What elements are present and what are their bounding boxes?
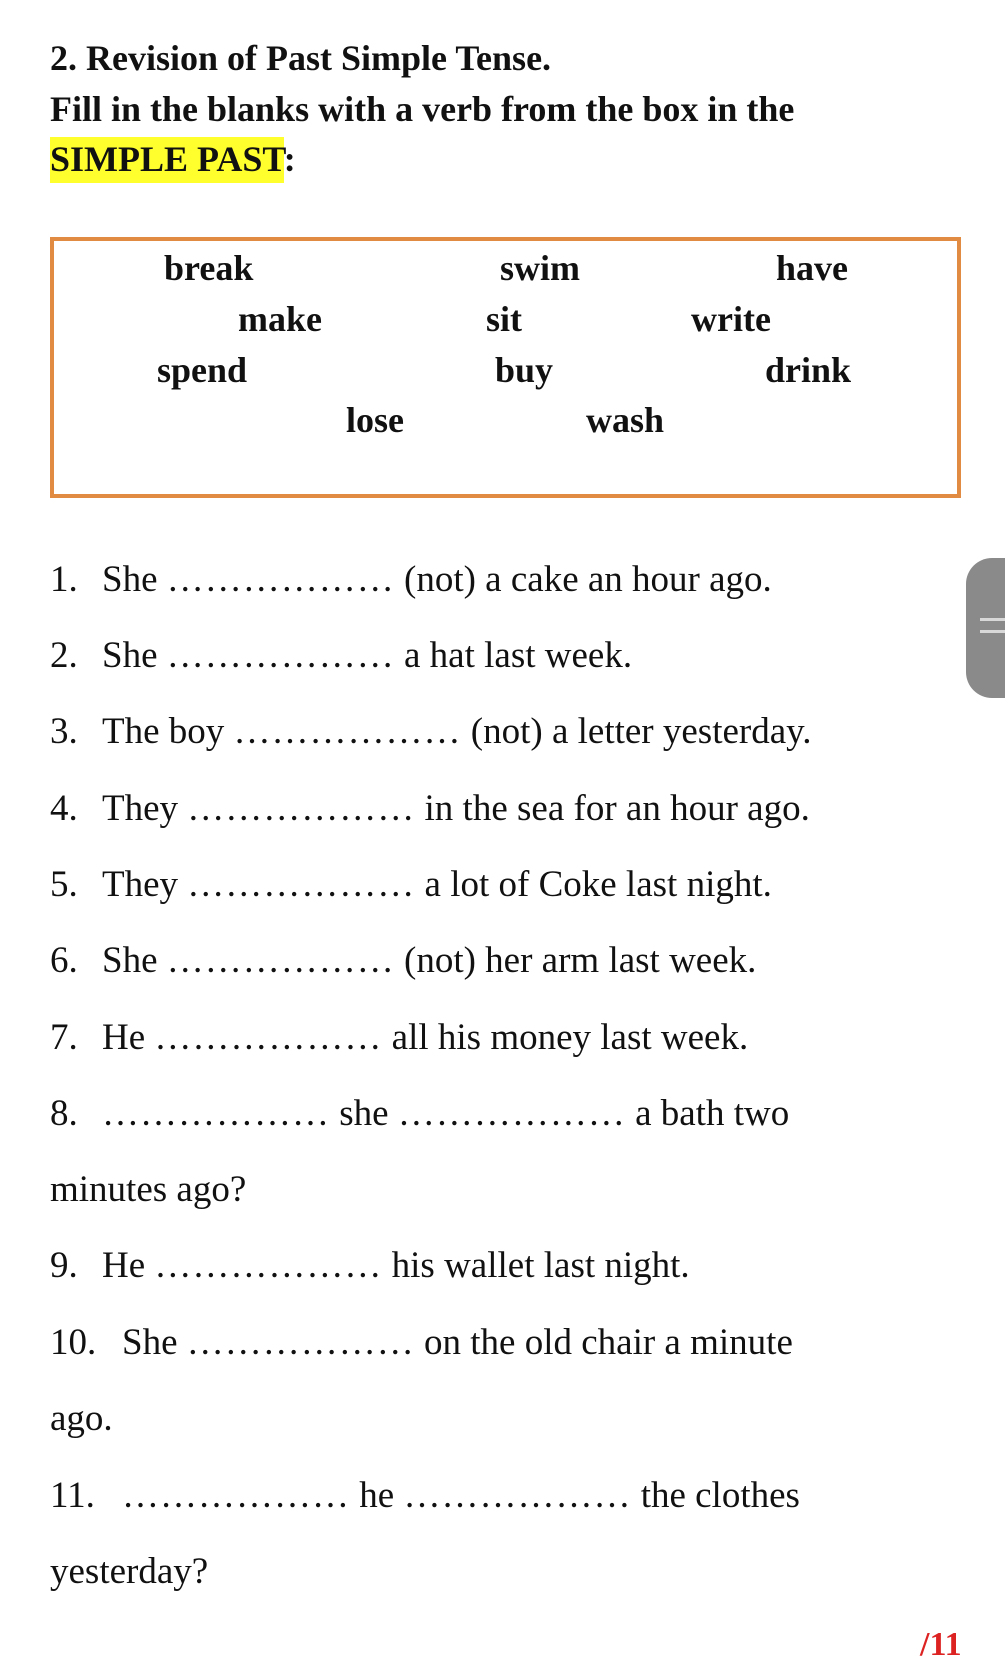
exercise-number: 10.	[50, 1322, 97, 1363]
exercise-subject: They	[102, 788, 179, 829]
answer-blank[interactable]: ………………	[187, 788, 416, 829]
exercise-6	[50, 942, 756, 979]
exercise-rest: all his money last week.	[391, 1017, 749, 1058]
exercise-rest: the clothes	[640, 1475, 800, 1516]
exercise-subject: She	[102, 559, 158, 600]
word-have: have	[776, 248, 848, 288]
exercise-subject: The boy	[102, 711, 225, 752]
exercise-4	[50, 790, 810, 827]
exercise-9	[50, 1247, 690, 1284]
instruction-line: Fill in the blanks with a verb from the box in the	[50, 89, 795, 129]
exercise-number: 11.	[50, 1475, 95, 1516]
word-sit: sit	[486, 299, 522, 339]
answer-blank-auxiliary[interactable]: ………………	[122, 1475, 350, 1516]
exercise-number: 1.	[50, 559, 78, 600]
exercise-rest: in the sea for an hour ago.	[424, 788, 810, 829]
exercise-number: 8.	[50, 1093, 78, 1134]
exercise-10-continuation: ago.	[50, 1398, 113, 1439]
exercise-subject: He	[102, 1245, 146, 1286]
exercise-rest: on the old chair a minute	[424, 1322, 793, 1363]
instruction-highlight-line	[50, 141, 296, 177]
side-panel-handle[interactable]	[966, 558, 1005, 698]
page-marker: /11	[920, 1626, 962, 1663]
exercise-subject: She	[122, 1322, 178, 1363]
page-title: 2. Revision of Past Simple Tense.	[50, 38, 552, 78]
exercise-rest: a hat last week.	[404, 635, 633, 676]
exercise-1	[50, 561, 772, 598]
answer-blank[interactable]: ………………	[397, 1093, 626, 1134]
answer-blank[interactable]: ………………	[166, 940, 395, 981]
exercise-number: 4.	[50, 788, 78, 829]
simple-past-highlight: SIMPLE PAST	[50, 137, 284, 183]
exercise-11	[50, 1477, 800, 1514]
exercise-8-continuation: minutes ago?	[50, 1169, 247, 1210]
word-wash: wash	[586, 400, 665, 440]
answer-blank-auxiliary[interactable]: ………………	[102, 1093, 330, 1134]
exercise-11-continuation: yesterday?	[50, 1551, 209, 1592]
exercise-8	[50, 1095, 789, 1132]
word-drink: drink	[765, 350, 852, 390]
answer-blank[interactable]: ………………	[233, 711, 462, 752]
exercise-rest: (not) a cake an hour ago.	[404, 559, 772, 600]
answer-blank[interactable]: ………………	[166, 635, 395, 676]
exercise-subject: He	[102, 1017, 146, 1058]
handle-grip-top	[980, 618, 1005, 621]
exercise-number: 6.	[50, 940, 78, 981]
answer-blank[interactable]: ………………	[166, 559, 395, 600]
answer-blank[interactable]: ………………	[403, 1475, 632, 1516]
answer-blank[interactable]: ………………	[154, 1017, 383, 1058]
exercise-number: 9.	[50, 1245, 78, 1286]
word-spend: spend	[157, 350, 248, 390]
exercise-rest: (not) a letter yesterday.	[470, 711, 812, 752]
word-lose: lose	[346, 400, 404, 440]
exercise-rest: a lot of Coke last night.	[424, 864, 772, 905]
exercise-2	[50, 637, 632, 674]
instruction-colon: :	[283, 139, 296, 179]
exercise-subject: She	[102, 635, 158, 676]
exercise-10	[50, 1324, 793, 1361]
exercise-number: 3.	[50, 711, 78, 752]
answer-blank[interactable]: ………………	[187, 864, 416, 905]
exercise-subject: She	[102, 940, 158, 981]
word-make: make	[238, 299, 322, 339]
exercise-5	[50, 866, 772, 903]
exercise-number: 5.	[50, 864, 78, 905]
exercise-subject: he	[359, 1475, 395, 1516]
exercise-rest: a bath two	[635, 1093, 790, 1134]
word-swim: swim	[500, 248, 580, 288]
exercise-subject: she	[339, 1093, 389, 1134]
exercise-rest: (not) her arm last week.	[404, 940, 757, 981]
handle-grip-bottom	[980, 630, 1005, 633]
exercise-7	[50, 1019, 748, 1056]
answer-blank[interactable]: ………………	[186, 1322, 415, 1363]
exercise-number: 7.	[50, 1017, 78, 1058]
exercise-number: 2.	[50, 635, 78, 676]
exercise-3	[50, 713, 812, 750]
word-buy: buy	[495, 350, 554, 390]
answer-blank[interactable]: ………………	[154, 1245, 383, 1286]
exercise-rest: his wallet last night.	[391, 1245, 690, 1286]
exercise-subject: They	[102, 864, 179, 905]
word-break: break	[164, 248, 254, 288]
word-write: write	[691, 299, 771, 339]
